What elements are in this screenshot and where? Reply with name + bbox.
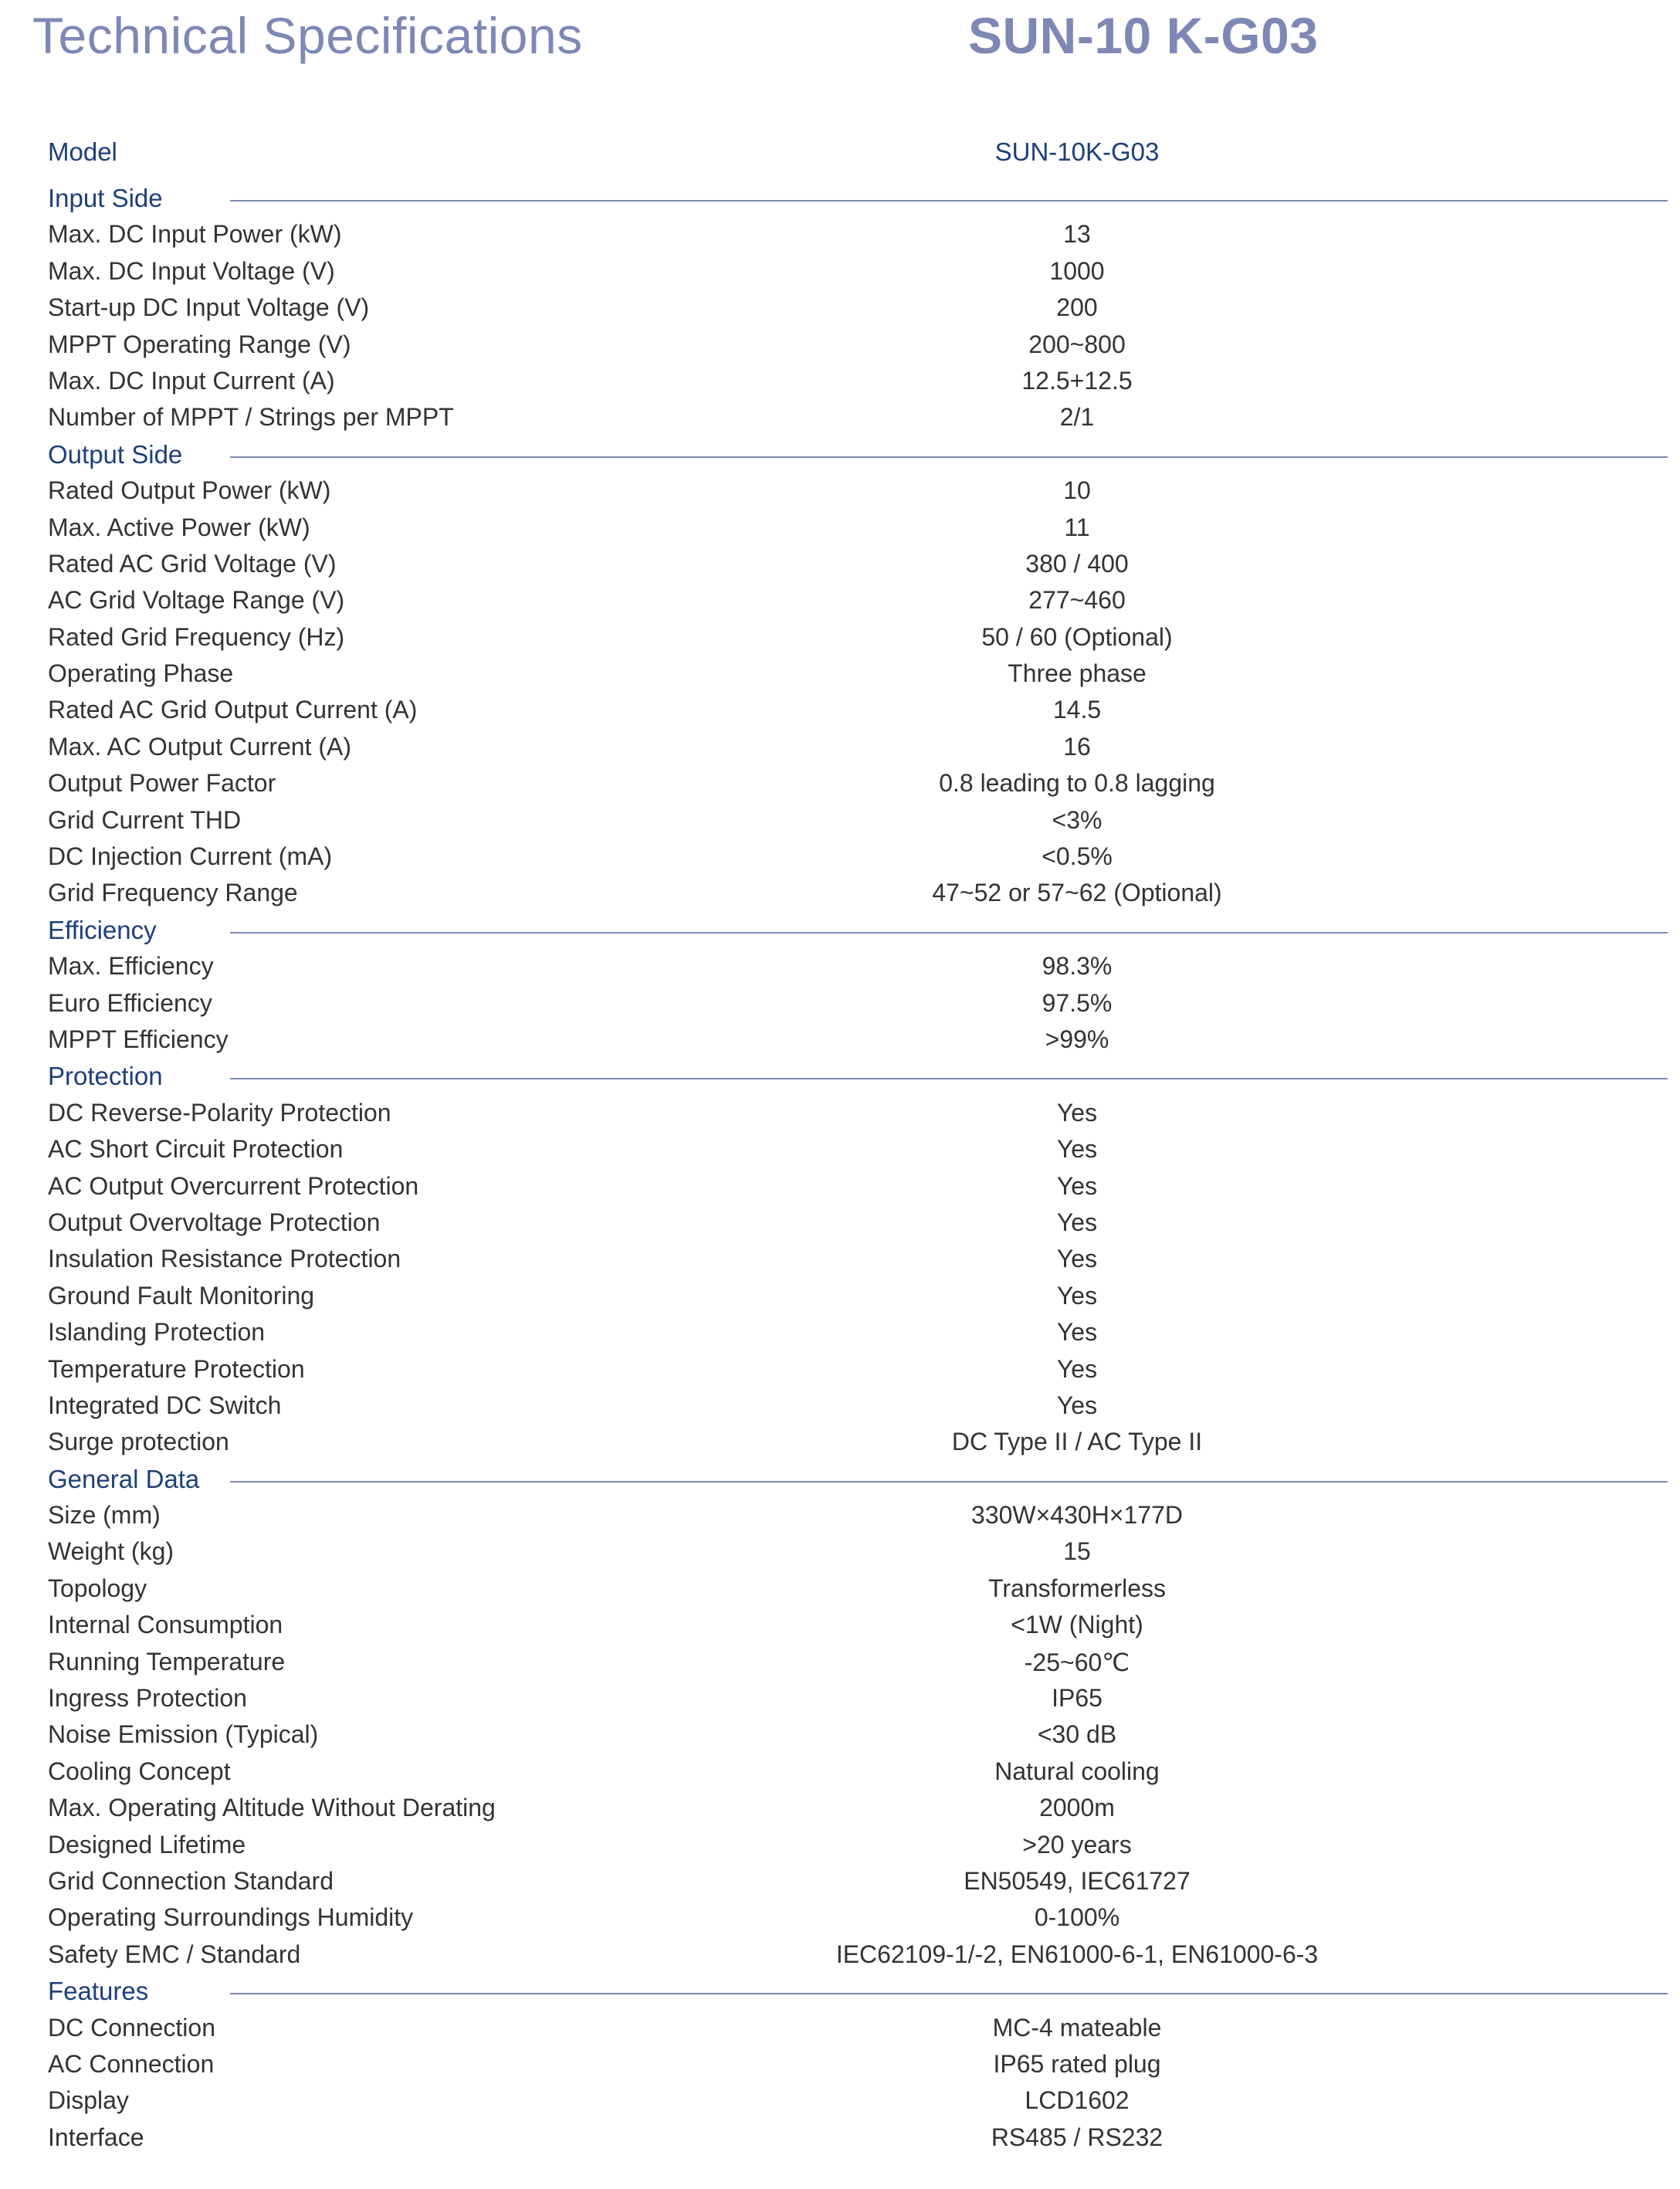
spec-value: <1W (Night) (1011, 1611, 1143, 1639)
spec-label: Ingress Protection (48, 1684, 247, 1713)
spec-value: Yes (1056, 1135, 1098, 1164)
spec-row (0, 1242, 1680, 1278)
spec-value: Yes (1056, 1354, 1098, 1383)
spec-label: Grid Connection Standard (48, 1866, 334, 1895)
spec-table (0, 181, 1680, 2157)
spec-value: Yes (1056, 1171, 1098, 1200)
spec-label: Interface (48, 2123, 144, 2151)
spec-row (0, 730, 1680, 766)
spec-label: Size (mm) (48, 1501, 161, 1530)
spec-label: Temperature Protection (48, 1354, 305, 1383)
spec-value: 15 (1063, 1537, 1091, 1566)
spec-label: Ground Fault Monitoring (48, 1281, 315, 1310)
spec-row (0, 1388, 1680, 1425)
spec-row (0, 656, 1680, 693)
spec-label: Safety EMC / Standard (48, 1940, 301, 1968)
spec-value: IP65 rated plug (993, 2049, 1161, 2078)
section-title: General Data (48, 1464, 200, 1493)
model-row (0, 131, 1680, 178)
spec-row (0, 2120, 1680, 2157)
spec-label: AC Output Overcurrent Protection (48, 1171, 419, 1200)
spec-row (0, 327, 1680, 364)
spec-row (0, 1608, 1680, 1644)
spec-label: Topology (48, 1574, 147, 1602)
spec-label: Grid Frequency Range (48, 879, 298, 907)
spec-label: Rated AC Grid Output Current (A) (48, 696, 418, 724)
spec-label: Max. DC Input Power (kW) (48, 220, 342, 249)
spec-value: <3% (1052, 805, 1102, 834)
spec-value: Yes (1056, 1098, 1098, 1127)
spec-value: 330W×430H×177D (971, 1501, 1183, 1530)
spec-row (0, 217, 1680, 253)
section-divider (230, 1993, 1668, 1994)
spec-value: <0.5% (1042, 842, 1113, 871)
spec-value: DC Type II / AC Type II (951, 1428, 1203, 1456)
spec-row (0, 986, 1680, 1022)
spec-label: Grid Current THD (48, 805, 242, 834)
spec-value: Natural cooling (994, 1757, 1160, 1785)
spec-label: Max. AC Output Current (A) (48, 732, 352, 761)
spec-value: Yes (1056, 1245, 1098, 1273)
spec-value: 14.5 (1052, 696, 1102, 724)
spec-label: MPPT Efficiency (48, 1025, 229, 1053)
spec-row (0, 1754, 1680, 1791)
spec-label: Operating Phase (48, 659, 234, 688)
spec-label: Number of MPPT / Strings per MPPT (48, 403, 454, 432)
spec-value: Transformerless (988, 1574, 1166, 1602)
spec-label: Weight (kg) (48, 1537, 174, 1566)
spec-value: 277~460 (1028, 586, 1126, 615)
spec-row (0, 1534, 1680, 1571)
spec-row (0, 1571, 1680, 1608)
spec-label: Display (48, 2086, 129, 2115)
spec-label: DC Reverse-Polarity Protection (48, 1098, 391, 1127)
spec-value: 12.5+12.5 (1021, 366, 1133, 395)
model-title: SUN-10 K-G03 (968, 7, 1319, 64)
spec-label: Cooling Concept (48, 1757, 231, 1785)
spec-row (0, 1791, 1680, 1827)
spec-value: LCD1602 (1025, 2086, 1130, 2115)
spec-value: EN50549, IEC61727 (964, 1866, 1191, 1895)
spec-value: 97.5% (1042, 988, 1113, 1017)
spec-value: 47~52 or 57~62 (Optional) (932, 879, 1222, 907)
spec-label: MPPT Operating Range (V) (48, 330, 351, 358)
section-divider (230, 1481, 1668, 1482)
spec-value: 2000m (1039, 1794, 1115, 1822)
spec-row (0, 1205, 1680, 1242)
spec-value: >99% (1045, 1025, 1109, 1053)
spec-row (0, 254, 1680, 290)
spec-row (0, 949, 1680, 985)
spec-row (0, 1645, 1680, 1681)
spec-label: DC Injection Current (mA) (48, 842, 333, 871)
spec-value: 13 (1063, 220, 1091, 249)
spec-value: IEC62109-1/-2, EN61000-6-1, EN61000-6-3 (835, 1940, 1319, 1968)
section-header (0, 437, 1680, 473)
spec-value: Yes (1056, 1391, 1098, 1419)
spec-row (0, 2047, 1680, 2083)
spec-label: Euro Efficiency (48, 988, 212, 1017)
spec-value: 200 (1056, 293, 1098, 322)
spec-label: Rated Grid Frequency (Hz) (48, 622, 345, 651)
spec-value: 2/1 (1059, 403, 1095, 432)
section-header (0, 913, 1680, 949)
page-title: Technical Specifications (32, 7, 583, 64)
spec-value: 380 / 400 (1025, 549, 1129, 578)
section-divider (230, 932, 1668, 934)
spec-label: Max. Efficiency (48, 952, 214, 981)
spec-value: Yes (1056, 1281, 1098, 1310)
spec-row (0, 839, 1680, 876)
spec-value: <30 dB (1037, 1720, 1117, 1749)
spec-row (0, 290, 1680, 327)
spec-value: Three phase (1008, 659, 1147, 688)
section-divider (230, 200, 1668, 202)
spec-value: 10 (1063, 476, 1091, 505)
spec-row (0, 1425, 1680, 1461)
spec-value: MC-4 mateable (992, 2013, 1162, 2042)
spec-label: Max. DC Input Voltage (V) (48, 256, 335, 285)
spec-label: Operating Surroundings Humidity (48, 1903, 414, 1932)
spec-label: Internal Consumption (48, 1611, 283, 1639)
section-title: Protection (48, 1062, 163, 1091)
spec-value: 50 / 60 (Optional) (981, 622, 1173, 651)
spec-label: Noise Emission (Typical) (48, 1720, 319, 1749)
spec-row (0, 473, 1680, 510)
spec-label: Designed Lifetime (48, 1830, 246, 1859)
spec-label: Max. Operating Altitude Without Derating (48, 1794, 496, 1822)
spec-row (0, 583, 1680, 619)
spec-value: IP65 (1052, 1684, 1102, 1713)
spec-value: 16 (1063, 732, 1091, 761)
section-divider (230, 456, 1668, 458)
spec-value: 98.3% (1042, 952, 1113, 981)
spec-label: Max. Active Power (kW) (48, 513, 310, 541)
spec-value: Yes (1056, 1318, 1098, 1347)
spec-row (0, 693, 1680, 729)
spec-value: 0.8 leading to 0.8 lagging (939, 769, 1215, 798)
spec-row (0, 1315, 1680, 1351)
section-header (0, 1462, 1680, 1498)
spec-row (0, 766, 1680, 802)
spec-row (0, 1132, 1680, 1168)
section-header (0, 1974, 1680, 2010)
spec-value: RS485 / RS232 (991, 2123, 1163, 2151)
spec-row (0, 1022, 1680, 1059)
spec-value: Yes (1056, 1208, 1098, 1236)
section-title: Input Side (48, 184, 163, 212)
spec-label: Running Temperature (48, 1647, 286, 1676)
spec-label: Integrated DC Switch (48, 1391, 282, 1419)
section-header (0, 181, 1680, 217)
spec-value: -25~60℃ (1024, 1648, 1130, 1676)
section-divider (230, 1078, 1668, 1079)
spec-row (0, 1279, 1680, 1315)
spec-row (0, 1169, 1680, 1205)
spec-row (0, 2083, 1680, 2120)
spec-row (0, 400, 1680, 436)
spec-row (0, 876, 1680, 912)
spec-label: Output Power Factor (48, 769, 276, 798)
spec-row (0, 1717, 1680, 1754)
spec-row (0, 2011, 1680, 2047)
section-title: Output Side (48, 439, 183, 469)
spec-value: >20 years (1022, 1830, 1132, 1859)
spec-row (0, 510, 1680, 547)
spec-label: AC Grid Voltage Range (V) (48, 586, 345, 615)
spec-label: Rated AC Grid Voltage (V) (48, 549, 337, 578)
spec-label: Output Overvoltage Protection (48, 1208, 381, 1236)
model-value: SUN-10K-G03 (994, 137, 1160, 166)
spec-row (0, 1828, 1680, 1864)
spec-label: AC Short Circuit Protection (48, 1135, 344, 1164)
model-label: Model (48, 137, 117, 166)
spec-label: Max. DC Input Current (A) (48, 366, 335, 395)
spec-row (0, 620, 1680, 656)
spec-row (0, 547, 1680, 583)
spec-label: Start-up DC Input Voltage (V) (48, 293, 370, 322)
spec-row (0, 1937, 1680, 1974)
spec-row (0, 364, 1680, 400)
spec-value: 11 (1064, 513, 1090, 541)
spec-value: 200~800 (1028, 330, 1126, 358)
spec-row (0, 1352, 1680, 1388)
spec-row (0, 1681, 1680, 1717)
spec-row (0, 1096, 1680, 1132)
spec-row (0, 1498, 1680, 1534)
spec-value: 0-100% (1034, 1903, 1120, 1932)
section-header (0, 1059, 1680, 1095)
spec-label: Surge protection (48, 1428, 229, 1456)
spec-label: Insulation Resistance Protection (48, 1245, 401, 1273)
spec-label: Islanding Protection (48, 1318, 266, 1347)
spec-row (0, 1864, 1680, 1900)
spec-label: AC Connection (48, 2049, 215, 2078)
spec-value: 1000 (1049, 256, 1105, 285)
section-title: Features (48, 1977, 149, 2006)
spec-label: DC Connection (48, 2013, 215, 2042)
section-title: Efficiency (48, 915, 157, 944)
spec-row (0, 803, 1680, 839)
spec-label: Rated Output Power (kW) (48, 476, 331, 505)
spec-row (0, 1900, 1680, 1937)
